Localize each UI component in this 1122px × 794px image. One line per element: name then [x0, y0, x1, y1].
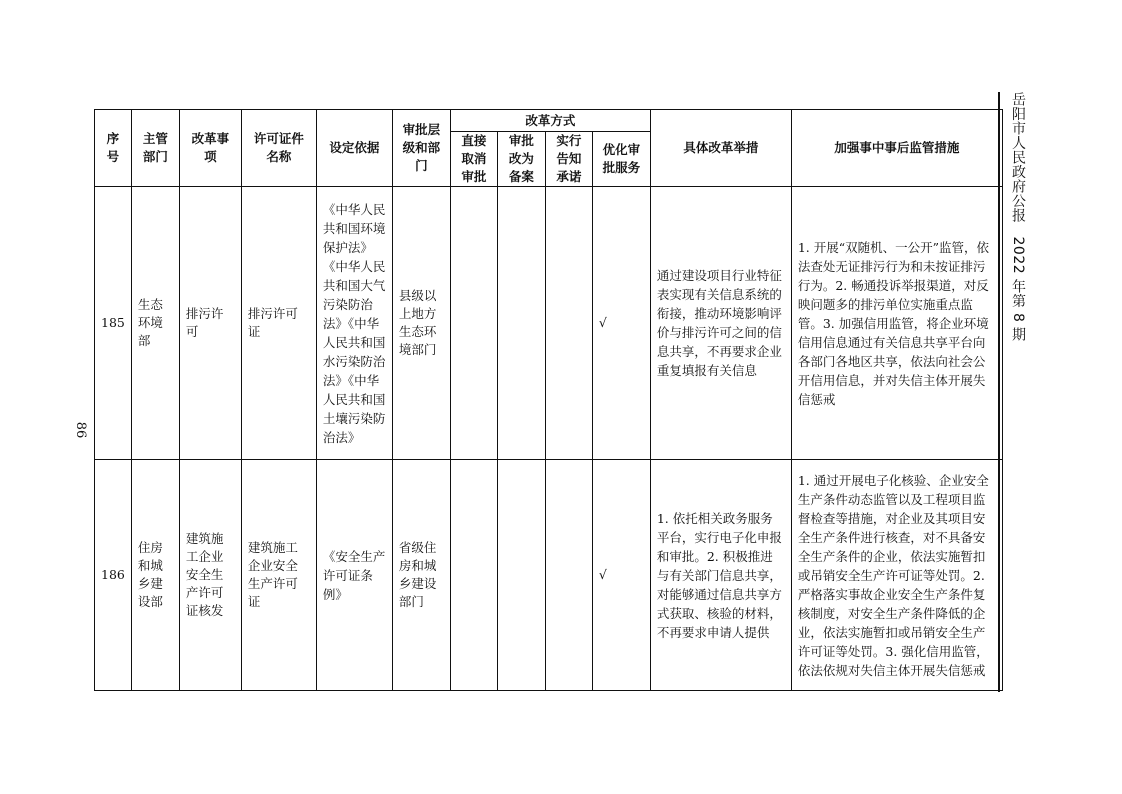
cell-approval-level: 省级住房和城乡建设部门 [392, 460, 450, 691]
cell-basis: 《安全生产许可证条例》 [316, 460, 392, 691]
publication-title: 岳阳市人民政府公报 [1010, 92, 1026, 223]
cell-reform-item: 建筑施工企业安全生产许可证核发 [179, 460, 241, 691]
cell-mode-filing [497, 187, 545, 460]
cell-seq: 186 [95, 460, 132, 691]
table-row [95, 187, 1003, 460]
header-mode-optimize: 优化审批服务 [592, 132, 650, 187]
header-basis: 设定依据 [316, 110, 392, 187]
page-number: 86 [73, 421, 88, 439]
cell-seq: 185 [95, 187, 132, 460]
cell-mode-cancel [450, 460, 497, 691]
header-measures: 具体改革举措 [650, 110, 791, 187]
issue-number: 2022 年第 8 期 [1010, 236, 1026, 342]
cell-approval-level: 县级以上地方生态环境部门 [392, 187, 450, 460]
header-mode-filing: 审批改为备案 [497, 132, 545, 187]
cell-supervision: 1. 通过开展电子化核验、企业安全生产条件动态监管以及工程项目监督检查等措施，对企业及其项目安全生产条件进行核查，对不具备安全生产条件的企业，依法实施暂扣或吊销安全生产许可证等处罚。2. 严格落实事故企业安全生产条件复核制度，对安全生产条件降低的企业，依法实施暂扣或吊销安全生产许可证等处罚。3. 强化信用监管，依法依规对失信主体开展失信惩戒 [791, 460, 1002, 691]
table-row [95, 460, 1003, 691]
cell-supervision: 1. 开展“双随机、一公开”监管，依法查处无证排污行为和未按证排污行为。2. 畅通投诉举报渠道，对反映问题多的排污单位实施重点监管。3. 加强信用监管，将企业环境信用信息通过有关信息共享平台向各部门各地区共享，依法向社会公开信用信息，并对失信主体开展失信惩戒 [791, 187, 1002, 460]
header-mode-cancel: 直接取消审批 [450, 132, 497, 187]
header-mode-commit: 实行告知承诺 [545, 132, 592, 187]
header-reform-mode: 改革方式 [450, 110, 650, 132]
header-reform-item: 改革事项 [179, 110, 241, 187]
header-dept: 主管部门 [131, 110, 179, 187]
cell-dept: 生态环境部 [131, 187, 179, 460]
cell-mode-optimize: √ [592, 187, 650, 460]
cell-license-name: 排污许可证 [241, 187, 316, 460]
running-header [998, 92, 1040, 692]
header-supervision: 加强事中事后监管措施 [791, 110, 1002, 187]
cell-dept: 住房和城乡建设部 [131, 460, 179, 691]
header-license-name: 许可证件名称 [241, 110, 316, 187]
cell-measures: 1. 依托相关政务服务平台，实行电子化申报和审批。2. 积极推进与有关部门信息共享，对能够通过信息共享方式获取、核验的材料，不再要求申请人提供 [650, 460, 791, 691]
cell-license-name: 建筑施工企业安全生产许可证 [241, 460, 316, 691]
cell-mode-optimize: √ [592, 460, 650, 691]
cell-mode-commit [545, 187, 592, 460]
cell-reform-item: 排污许可 [179, 187, 241, 460]
header-seq: 序号 [95, 110, 132, 187]
cell-mode-cancel [450, 187, 497, 460]
cell-measures: 通过建设项目行业特征表实现有关信息系统的衔接，推动环境影响评价与排污许可之间的信息共享，不再要求企业重复填报有关信息 [650, 187, 791, 460]
cell-mode-filing [497, 460, 545, 691]
header-approval-level: 审批层级和部门 [392, 110, 450, 187]
reform-table [94, 109, 1003, 691]
cell-basis: 《中华人民共和国环境保护法》《中华人民共和国大气污染防治法》《中华人民共和国水污染防治法》《中华人民共和国土壤污染防治法》 [316, 187, 392, 460]
cell-mode-commit [545, 460, 592, 691]
